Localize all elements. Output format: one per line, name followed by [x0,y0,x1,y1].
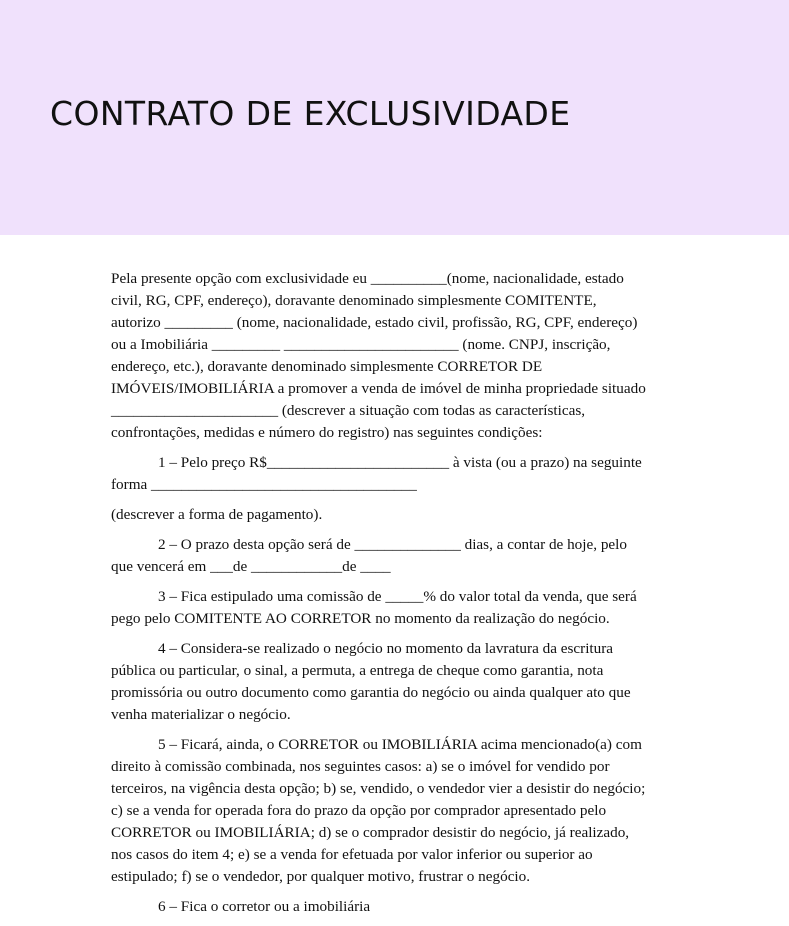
clause-5 [111,734,686,888]
text-line: civil, RG, CPF, endereço), doravante denominado simplesmente COMITENTE, [111,292,597,309]
text-line: ______________________ (descrever a situação com todas as características, [111,402,586,419]
title-banner [0,0,789,235]
paragraph-intro [111,268,686,444]
text-line: 5 – Ficará, ainda, o CORRETOR ou IMOBILIÁRIA acima mencionado(a) com [158,736,642,753]
clause-4 [111,638,686,726]
clause-6 [111,896,686,918]
text-line: nos casos do item 4; e) se a venda for efetuada por valor inferior ou superior ao [111,846,593,863]
text-line: ou a Imobiliária _________ _______________________ (nome. CNPJ, inscrição, [111,336,611,353]
text-line: 4 – Considera-se realizado o negócio no momento da lavratura da escritura [158,640,614,657]
text-line: que vencerá em ___de ____________de ____ [111,558,391,575]
text-line: Pela presente opção com exclusividade eu __________(nome, nacionalidade, estado [111,270,624,287]
text-line: IMÓVEIS/IMOBILIÁRIA a promover a venda de imóvel de minha propriedade situado [111,380,646,397]
clause-2 [111,534,686,578]
text-line: estipulado; f) se o vendedor, por qualquer motivo, frustrar o negócio. [111,868,531,885]
text-line: 3 – Fica estipulado uma comissão de _____% do valor total da venda, que será [158,588,637,605]
text-line: 1 – Pelo preço R$________________________ à vista (ou a prazo) na seguinte [158,454,642,471]
document-title: CONTRATO DE EXCLUSIVIDADE [50,94,571,133]
text-line: promissória ou outro documento como garantia do negócio ou ainda qualquer ato que [111,684,631,701]
text-line: direito à comissão combinada, nos seguintes casos: a) se o imóvel for vendido por [111,758,610,775]
clause-1 [111,452,686,496]
text-line: forma ___________________________________ [111,476,417,493]
text-line: CORRETOR ou IMOBILIÁRIA; d) se o comprador desistir do negócio, já realizado, [111,824,630,841]
text-line: terceiros, na vigência desta opção; b) se, vendido, o vendedor vier a desistir do negócio; [111,780,646,797]
text-line: 2 – O prazo desta opção será de ______________ dias, a contar de hoje, pelo [158,536,627,553]
text-line: 6 – Fica o corretor ou a imobiliária [158,898,371,915]
clause-3 [111,586,686,630]
text-line: pego pelo COMITENTE AO CORRETOR no momento da realização do negócio. [111,610,610,627]
text-line: (descrever a forma de pagamento). [111,506,323,523]
text-line: c) se a venda for operada fora do prazo da opção por comprador apresentado pelo [111,802,607,819]
text-line: autorizo _________ (nome, nacionalidade, estado civil, profissão, RG, CPF, endereço) [111,314,638,331]
payment-note [111,504,686,526]
document-body [111,268,686,926]
text-line: pública ou particular, o sinal, a permuta, a entrega de cheque como garantia, nota [111,662,604,679]
text-line: confrontações, medidas e número do registro) nas seguintes condições: [111,424,543,441]
text-line: venha materializar o negócio. [111,706,291,723]
text-line: endereço, etc.), doravante denominado simplesmente CORRETOR DE [111,358,543,375]
